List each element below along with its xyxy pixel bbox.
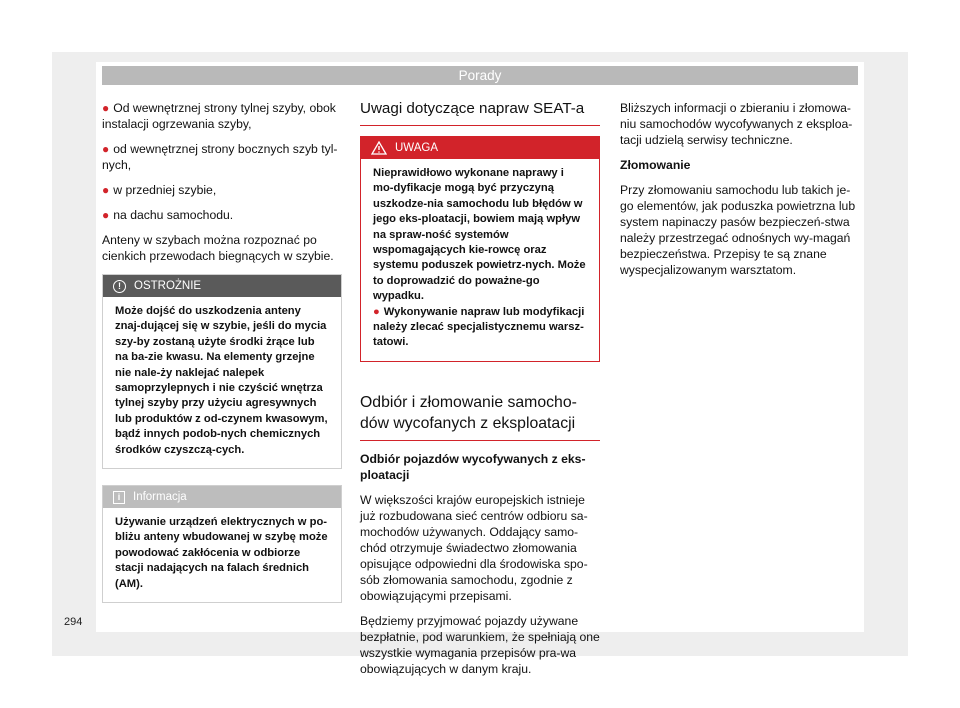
subheading: Złomowanie: [620, 158, 691, 172]
body-paragraph: Przy złomowaniu samochodu lub takich je-go elementów, jak poduszka powietrzna lub system napinaczy pasów bezpieczeń-stwa należy przestrzegać odnośnych wy-magań bezpieczeństwa. Przepisy te są znane wyspecjalizowanym warsztatom.: [620, 183, 856, 277]
body-paragraph: Będziemy przyjmować pojazdy używane bezpłatnie, pod warunkiem, że spełniają one wszystkie wymagania przepisów pra-wa obowiązujących w danym kraju.: [360, 613, 600, 676]
column-2: [360, 96, 600, 686]
red-dot-icon: ●: [102, 208, 110, 222]
body-paragraph: Bliższych informacji o zbieraniu i złomowa-niu samochodów wycofywanych z eksploa-tacji udzielą serwisy techniczne.: [620, 101, 853, 147]
bullet-text: na dachu samochodu.: [113, 208, 234, 222]
info-icon: i: [113, 491, 125, 504]
subheading: Odbiór pojazdów wycofywanych z eks-ploatacji: [360, 451, 586, 482]
caution-box: [102, 274, 342, 469]
info-label: Informacja: [133, 491, 187, 504]
section-heading: Uwagi dotyczące napraw SEAT-a: [360, 96, 600, 126]
red-dot-icon: ●: [102, 183, 110, 197]
red-dot-icon: ●: [102, 142, 110, 156]
caution-label: OSTROŻNIE: [134, 280, 202, 292]
info-box: [102, 485, 342, 603]
red-dot-icon: ●: [102, 101, 110, 115]
warning-header: [361, 137, 599, 159]
caution-text: Może dojść do uszkodzenia anteny znaj-dującej się w szybie, jeśli do mycia szy-by zostaną użyte środki żrące lub na ba-zie kwasu. Na elementy grzejne nie nale-ży naklejać nalepek samoprzylepnych i nie czyścić wnętrza tylnej szyby przy użyciu agresywnych lub produktów z od-czynem kwasowym, bądź innych podob-nych chemicznych środków czyszczą-cych.: [115, 305, 328, 456]
section-heading: Odbiór i złomowanie samocho-dów wycofanych z eksploatacji: [360, 388, 600, 441]
list-item: [102, 100, 342, 132]
body-paragraph: W większości krajów europejskich istnieje już rozbudowana sieć centrów odbioru sa-mochodów używanych. Oddający samo-chód otrzymuje świadectwo złomowania opisujące odpowiedni dla środowiska spo-sób złomowania samochodu, zgodnie z obowiązującymi przepisami.: [360, 492, 588, 603]
warning-bullet-text: Wykonywanie napraw lub modyfikacji należy zlecać specjalistycznemu warsz-tatowi.: [373, 305, 585, 349]
red-dot-icon: ●: [373, 305, 380, 318]
bullet-text: Od wewnętrznej strony tylnej szyby, obok instalacji ogrzewania szyby,: [102, 101, 336, 131]
exclamation-circle-icon: !: [113, 280, 126, 293]
list-item: [102, 207, 342, 223]
column-1: [102, 100, 342, 603]
warning-label: UWAGA: [395, 142, 439, 154]
warning-box: [360, 136, 600, 362]
warning-content: [361, 159, 599, 361]
list-item: [102, 182, 342, 198]
info-header: [103, 486, 341, 508]
caution-header: [103, 275, 341, 297]
warning-bullet: [373, 305, 587, 351]
column-3: [620, 100, 860, 287]
page-number: 294: [64, 616, 83, 628]
list-item: [102, 141, 342, 173]
bullet-text: w przedniej szybie,: [113, 183, 217, 197]
bullet-text: od wewnętrznej strony bocznych szyb tyl-nych,: [102, 142, 338, 172]
page-title: Porady: [458, 68, 502, 83]
warning-triangle-icon: [371, 141, 387, 155]
warning-text: Nieprawidłowo wykonane naprawy i mo-dyfikacje mogą być przyczyną uszkodze-nia samochodu lub błędów w jego eks-ploatacji, bowiem mają wpływ na spraw-ność systemów wspomagających kie-rowcę oraz systemu poduszek powietrz-nych. Może to doprowadzić do poważne-go wypadku.: [373, 167, 586, 303]
info-text: Używanie urządzeń elektrycznych w po-bliżu anteny wbudowanej w szybę może powodować zakłócenia w odbiorze stacji nadających na falach średnich (AM).: [115, 516, 328, 590]
body-paragraph: Anteny w szybach można rozpoznać po cienkich przewodach biegnących w szybie.: [102, 233, 334, 263]
